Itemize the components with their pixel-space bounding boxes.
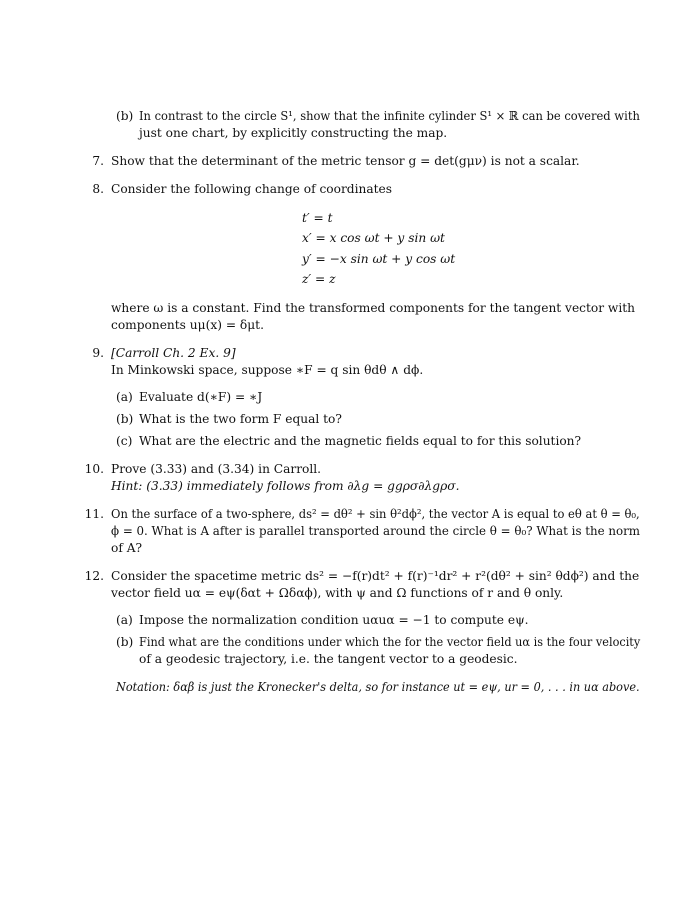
item-10-text: Prove (3.33) and (3.34) in Carroll. — [111, 462, 322, 476]
item-11-line-3: of A? — [111, 541, 143, 555]
item-12b-line-1: Find what are the conditions under which the for the vector field uα is the four velocity — [139, 635, 641, 649]
item-11-line-2: ϕ = 0. What is A after is parallel transported around the circle θ = θ₀? What is the norm — [111, 524, 641, 538]
item-9-reference: [Carroll Ch. 2 Ex. 9] — [111, 346, 236, 360]
item-6b-line-1: In contrast to the circle S¹, show that the infinite cylinder S¹ × ℝ can be covered with — [139, 109, 640, 123]
item-7-number: 7. — [92, 154, 104, 168]
item-9b-text: What is the two form F equal to? — [139, 412, 342, 426]
item-8-line-3: components uμ(x) = δμt. — [111, 318, 264, 332]
equation-x: x′ = x cos ωt + y sin ωt — [302, 231, 445, 245]
item-12b-label: (b) — [116, 635, 134, 649]
equation-y: y′ = −x sin ωt + y cos ωt — [302, 252, 456, 266]
item-12a-text: Impose the normalization condition uαuα = −1 to compute eψ. — [139, 613, 529, 627]
item-9a-text: Evaluate d(∗F) = ∗J — [139, 390, 263, 404]
equation-t: t′ = t — [302, 211, 333, 225]
item-12-line-2: vector field uα = eψ(δαt + Ωδαϕ), with ψ and Ω functions of r and θ only. — [111, 586, 564, 600]
item-9c-label: (c) — [116, 434, 133, 448]
item-12b-line-2: of a geodesic trajectory, i.e. the tangent vector to a geodesic. — [139, 652, 518, 666]
item-8-number: 8. — [92, 182, 104, 196]
notation-note: Notation: δαβ is just the Kronecker's delta, so for instance ut = eψ, ur = 0, . . . in uα above. — [116, 680, 640, 694]
item-12-line-1: Consider the spacetime metric ds² = −f(r)dt² + f(r)⁻¹dr² + r²(dθ² + sin² θdϕ²) and the — [111, 569, 640, 583]
item-10-number: 10. — [84, 462, 104, 476]
item-8-line-2: where ω is a constant. Find the transformed components for the tangent vector with — [111, 301, 635, 315]
item-9-number: 9. — [92, 346, 104, 360]
item-6b-line-2: just one chart, by explicitly constructing the map. — [139, 126, 448, 140]
item-6b-label: (b) — [116, 109, 134, 123]
item-9a-label: (a) — [116, 390, 133, 404]
item-9b-label: (b) — [116, 412, 134, 426]
item-12-number: 12. — [84, 569, 104, 583]
item-9-text: In Minkowski space, suppose ∗F = q sin θdθ ∧ dϕ. — [111, 363, 424, 377]
equation-z: z′ = z — [302, 272, 336, 286]
item-7-text: Show that the determinant of the metric tensor g = det(gμν) is not a scalar. — [111, 154, 580, 168]
item-8-text: Consider the following change of coordinates — [111, 182, 392, 196]
item-12a-label: (a) — [116, 613, 133, 627]
item-11-number: 11. — [84, 507, 104, 521]
item-9c-text: What are the electric and the magnetic fields equal to for this solution? — [139, 434, 582, 448]
item-10-hint: Hint: (3.33) immediately follows from ∂λg = ggρσ∂λgρσ. — [111, 479, 460, 493]
item-11-line-1: On the surface of a two-sphere, ds² = dθ² + sin θ²dϕ², the vector A is equal to eθ at θ = θ₀, — [111, 507, 640, 521]
